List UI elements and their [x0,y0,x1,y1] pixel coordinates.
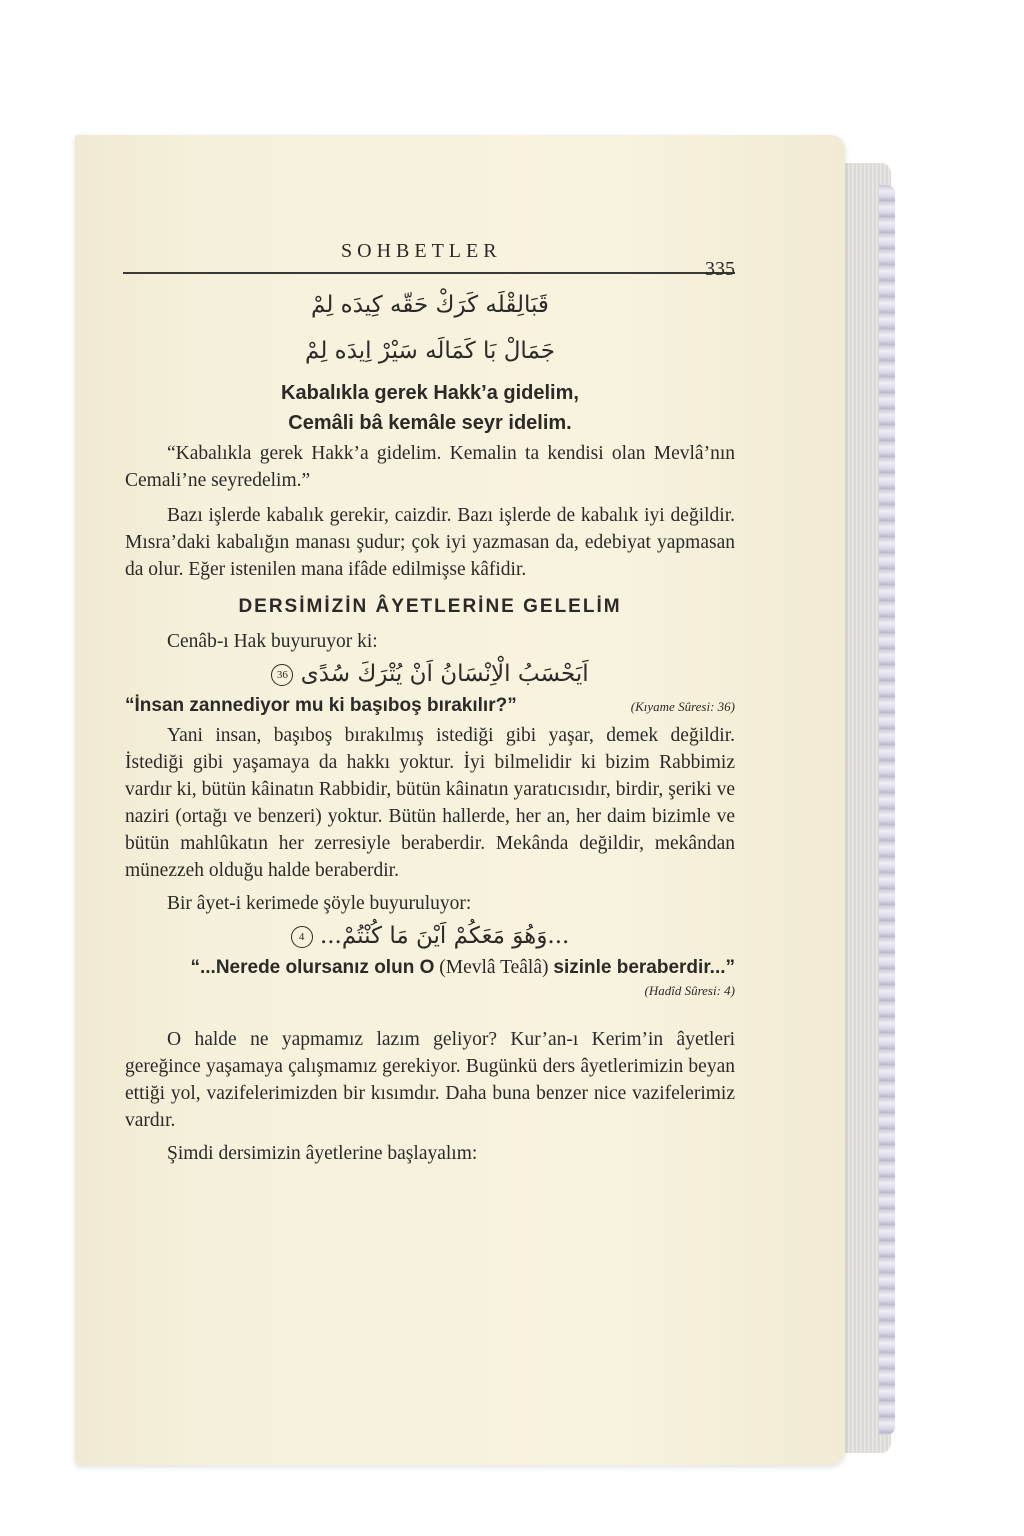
page-content [125,230,735,1167]
verse-1-arabic-text: اَيَحْسَبُ الْاِنْسَانُ اَنْ يُتْرَكَ سُدًى [300,661,589,687]
poem-arabic-line-1: قَبَالِقْلَه كَرَكْ حَقّه كِيدَه لِمْ [311,292,549,318]
paragraph-closing: Şimdi dersimizin âyetlerine başlayalım: [167,1143,478,1164]
paragraph-explanation: Bazı işlerde kabalık gerekir, caizdir. Bazı işlerde de kabalık iyi değildir. Mısra’daki kabalığın manası şudur; çok iyi yazmasan da, edebiyat yapmasan da olur. Eğer istenilen mana ifâde edilmişse kâfidir. [125,505,735,580]
running-title: SOHBETLER [341,240,502,262]
section-title: DERSİMİZİN ÂYETLERİNE GELELİM [238,596,622,617]
verse-2-reference: (Hadîd Sûresi: 4) [644,983,735,998]
poem-line-1: Kabalıkla gerek Hakk’a gidelim, [281,382,579,404]
poem-translation [125,378,735,438]
paragraph-commentary: Yani insan, başıboş bırakılmış istediği gibi yaşar, demek değildir. İstediği gibi yaşamaya da hakkı yoktur. İyi bilmelidir ki bizim Rabbimiz vardır ki, bütün kâinatın Rabbidir, bütün kâinatın yaratıcısıdır, birdir, şeriki ve naziri (ortağı ve benzeri) yoktur. Bütün hallerde, her an, her daim bizimle ve bütün mahlûkatın her zerresiyle beraberdir. Mekânda değildir, mekândan münezzeh olduğu halde beraberdir. [125,725,735,881]
ayah-number-icon: 36 [271,664,293,686]
poem-line-2: Cemâli bâ kemâle seyr idelim. [288,412,572,434]
verse-2-arabic-text: ...وَهُوَ مَعَكُمْ اَيْنَ مَا كُنْتُمْ... [319,923,570,949]
verse-2-arabic [125,923,735,950]
verse-intro-1: Cenâb-ı Hak buyuruyor ki: [167,631,378,652]
verse-1-translation: “İnsan zannediyor mu ki başıboş bırakılır?” [125,695,517,716]
page-number: 335 [705,258,735,280]
verse-intro-2: Bir âyet-i kerimede şöyle buyuruluyor: [167,893,472,914]
verse-2-translation-note: (Mevlâ Teâlâ) [439,957,549,978]
poem-arabic-line-2: جَمَالْ بَا كَمَالَه سَيْرْ اِيدَه لِمْ [305,338,555,364]
paragraph-quote: “Kabalıkla gerek Hakk’a gidelim. Kemalin ta kendisi olan Mevlâ’nın Cemali’ne seyredelim.” [125,443,735,491]
silver-page-edge [879,185,895,1435]
verse-1-reference: (Kıyame Sûresi: 36) [630,699,735,714]
verse-2-translation-part-1: “...Nerede olursanız olun O [190,957,435,978]
verse-1-arabic [125,661,735,688]
running-header [123,230,735,280]
ayah-number-icon: 4 [291,926,313,948]
paragraph-conclusion: O halde ne yapmamız lazım geliyor? Kur’an-ı Kerim’in âyetleri gereğince yaşamaya çalışmamız gerekiyor. Bugünkü ders âyetlerimizin beyan ettiği yol, vazifelerimizden bir kısımdır. Daha buna benzer nice vazifelerimiz vardır. [125,1029,735,1131]
verse-2-translation-part-2: sizinle beraberdir...” [553,957,735,978]
verse-1-translation-line [125,692,735,720]
